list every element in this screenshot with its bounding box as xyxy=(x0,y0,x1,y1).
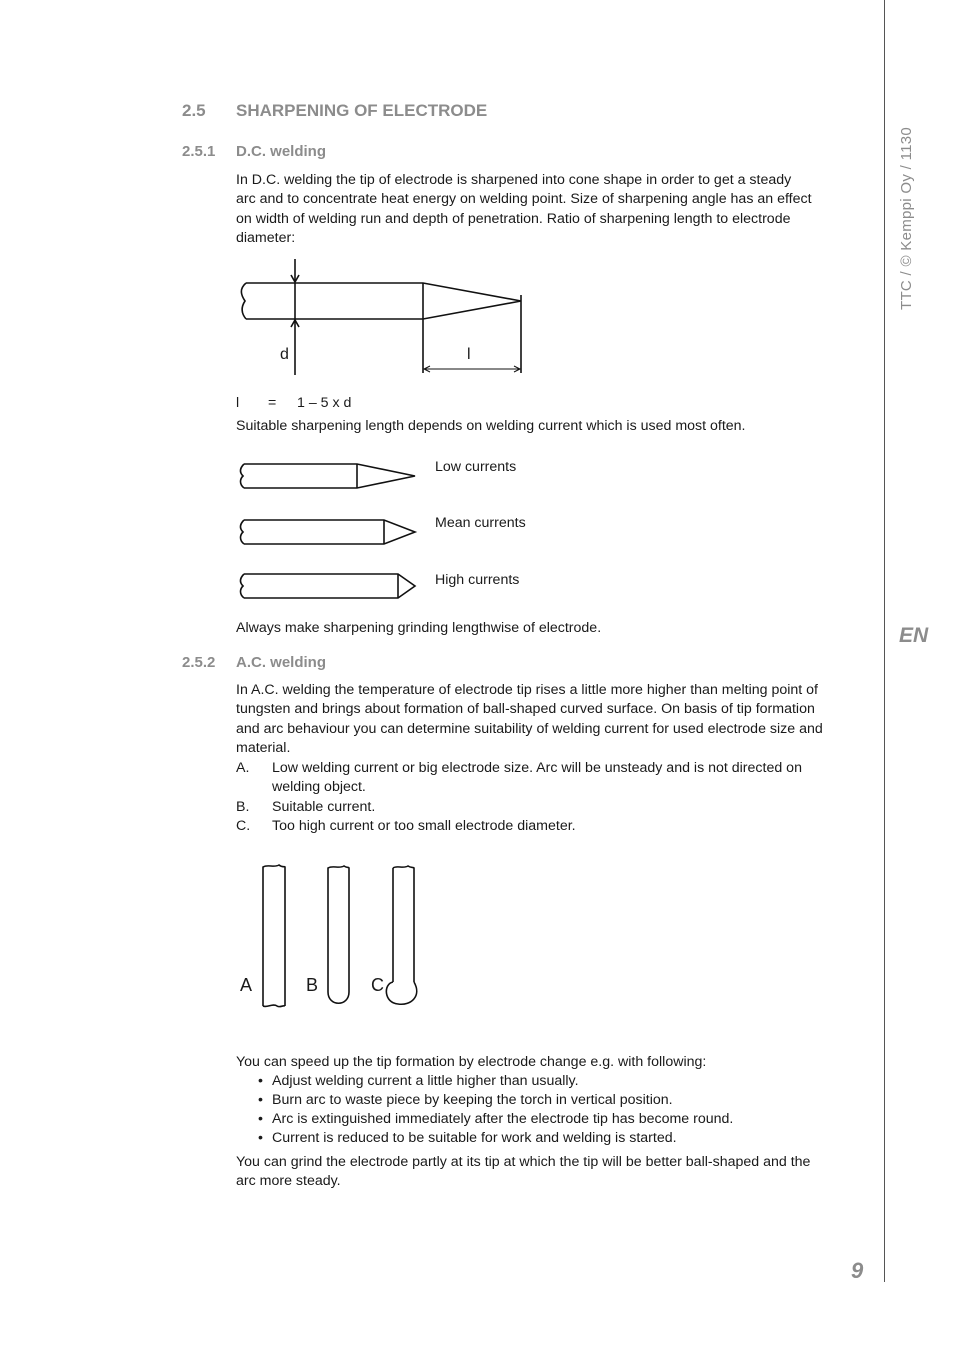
mean-currents-label: Mean currents xyxy=(435,515,526,531)
formula-eq: = xyxy=(268,395,277,411)
subsection-number-ac: 2.5.2 xyxy=(182,654,216,671)
bullet-dot: • xyxy=(258,1073,263,1089)
bullet-text: Adjust welding current a little higher than usually. xyxy=(272,1073,579,1089)
section-number: 2.5 xyxy=(182,101,206,120)
high-currents-label: High currents xyxy=(435,572,520,588)
text-line: Low welding current or big electrode size. Arc will be unsteady and is not directed on xyxy=(272,760,802,776)
formula-rhs: 1 – 5 x d xyxy=(297,395,352,411)
suitable-text: Suitable sharpening length depends on welding current which is used most often. xyxy=(236,418,746,434)
text-line: In D.C. welding the tip of electrode is sharpened into cone shape in order to get a steady xyxy=(236,172,792,188)
subsection-title-dc: D.C. welding xyxy=(236,143,326,160)
text-line: Too high current or too small electrode diameter. xyxy=(272,818,576,834)
ac-electrode-tips-diagram xyxy=(236,860,436,1015)
running-header: TTC / © Kemppi Oy / 1130 xyxy=(898,126,915,310)
text-line: Suitable current. xyxy=(272,799,376,815)
language-tag: EN xyxy=(899,624,929,647)
text-line: diameter: xyxy=(236,230,296,247)
mean-current-electrode xyxy=(236,516,426,548)
dc-intro xyxy=(236,171,866,249)
subsection-number-dc: 2.5.1 xyxy=(182,143,216,160)
electrode-label-b: B xyxy=(306,975,319,995)
electrode-label-c: C xyxy=(371,975,384,995)
grind-text xyxy=(236,1153,876,1192)
length-label: l xyxy=(467,346,471,363)
list-letter: A. xyxy=(236,760,250,776)
list-letter: B. xyxy=(236,799,250,815)
text-line: arc and to concentrate heat energy on welding point. Size of sharpening angle has an effect xyxy=(236,191,812,208)
text-line: arc more steady. xyxy=(236,1173,341,1190)
diameter-label: d xyxy=(280,346,289,363)
bullet-text: Arc is extinguished immediately after the electrode tip has become round. xyxy=(272,1111,734,1127)
text-line: and arc behaviour you can determine suitability of welding current for used electrode size and xyxy=(236,720,823,737)
low-currents-label: Low currents xyxy=(435,459,517,475)
always-text: Always make sharpening grinding lengthwise of electrode. xyxy=(236,620,602,636)
bullet-text: Burn arc to waste piece by keeping the torch in vertical position. xyxy=(272,1092,673,1108)
subsection-title-ac: A.C. welding xyxy=(236,654,326,671)
section-title: SHARPENING OF ELECTRODE xyxy=(236,101,488,120)
page-number: 9 xyxy=(851,1258,864,1283)
bullet-dot: • xyxy=(258,1130,263,1146)
bullet-dot: • xyxy=(258,1111,263,1127)
electrode-label-a: A xyxy=(240,975,253,995)
text-line: In A.C. welding the temperature of electrode tip rises a little more higher than melting point of xyxy=(236,682,818,698)
high-current-electrode xyxy=(236,572,426,604)
list-letter: C. xyxy=(236,818,251,834)
text-line: tungsten and brings about formation of ball-shaped curved surface. On basis of tip formation xyxy=(236,701,815,718)
formula-lhs: l xyxy=(236,395,240,411)
text-line: material. xyxy=(236,740,291,757)
bullet-dot: • xyxy=(258,1092,263,1108)
text-line: welding object. xyxy=(272,779,366,796)
margin-rule xyxy=(884,0,885,1282)
text-line: on width of welding run and depth of penetration. Ratio of sharpening length to electrode xyxy=(236,210,791,227)
speed-text: You can speed up the tip formation by electrode change e.g. with following: xyxy=(236,1054,707,1070)
text-line: You can grind the electrode partly at its tip at which the tip will be better ball-shaped and the xyxy=(236,1154,811,1170)
ac-intro xyxy=(236,681,876,759)
low-current-electrode xyxy=(236,460,426,492)
bullet-text: Current is reduced to be suitable for work and welding is started. xyxy=(272,1130,677,1146)
